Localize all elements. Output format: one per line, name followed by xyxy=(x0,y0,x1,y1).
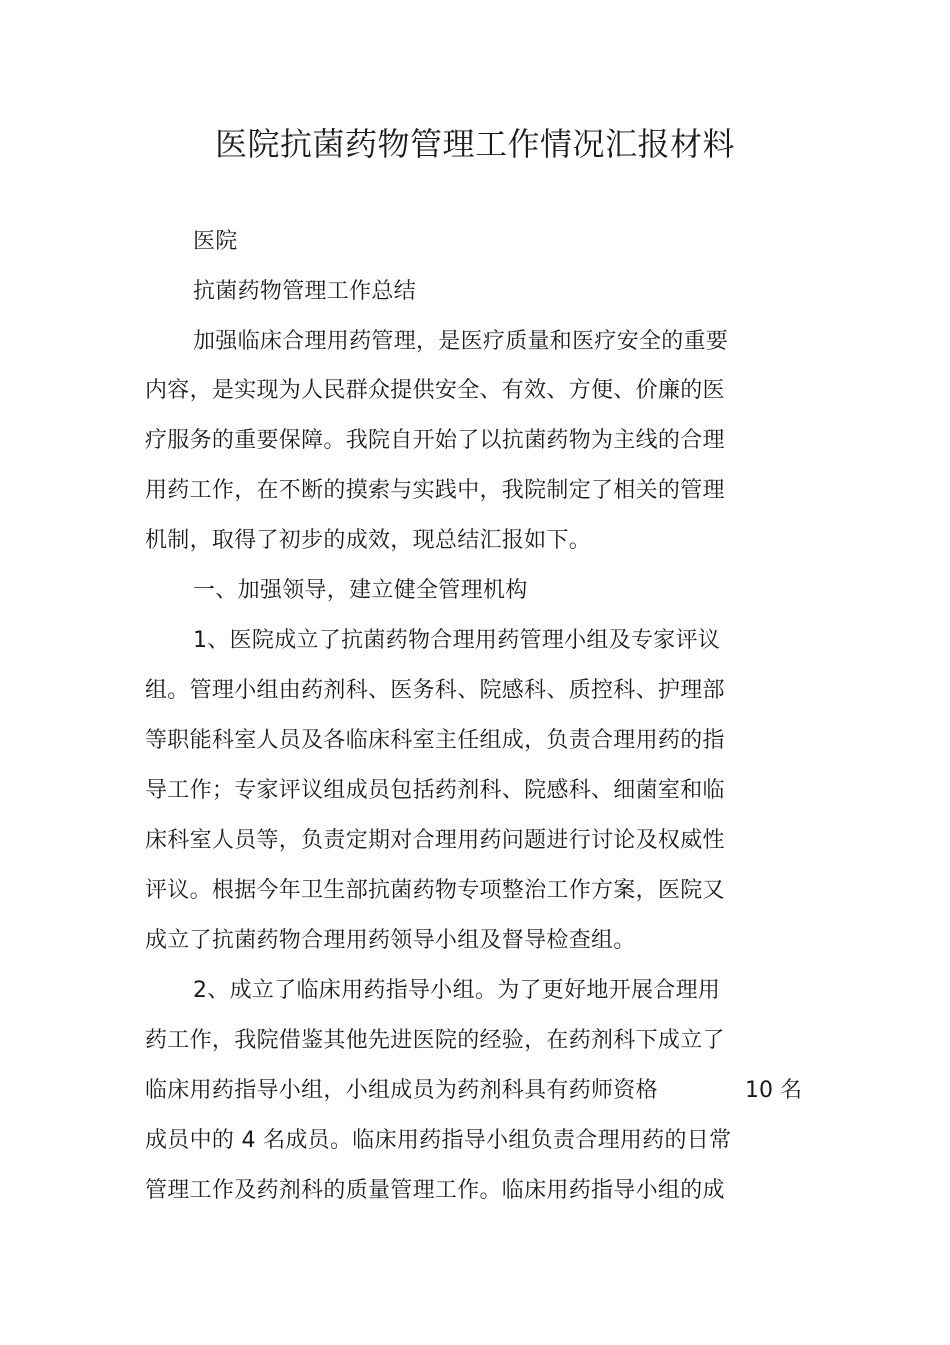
paragraph-line: 成员中的 4 名成员。临床用药指导小组负责合理用药的日常 xyxy=(145,1128,732,1153)
paragraph-line: 等职能科室人员及各临床科室主任组成，负责合理用药的指 xyxy=(145,728,725,753)
paragraph-line: 用药工作，在不断的摸索与实践中，我院制定了相关的管理 xyxy=(145,478,725,503)
paragraph-line: 医院 xyxy=(193,229,238,254)
paragraph-line: 管理工作及药剂科的质量管理工作。临床用药指导小组的成 xyxy=(145,1178,725,1203)
paragraph-line: 药工作，我院借鉴其他先进医院的经验，在药剂科下成立了 xyxy=(145,1028,725,1053)
paragraph-line-tail: 10 名 xyxy=(745,1078,802,1103)
paragraph-line: 床科室人员等，负责定期对合理用药问题进行讨论及权威性 xyxy=(145,828,725,853)
document-title: 医院抗菌药物管理工作情况汇报材料 xyxy=(214,125,735,163)
paragraph-line: 2、成立了临床用药指导小组。为了更好地开展合理用 xyxy=(193,978,721,1003)
paragraph-line: 成立了抗菌药物合理用药领导小组及督导检查组。 xyxy=(145,928,636,953)
paragraph-line: 组。管理小组由药剂科、医务科、院感科、质控科、护理部 xyxy=(145,678,725,703)
paragraph-line: 机制，取得了初步的成效，现总结汇报如下。 xyxy=(145,528,592,553)
paragraph-line: 临床用药指导小组，小组成员为药剂科具有药师资格 xyxy=(145,1078,658,1103)
paragraph-line: 内容，是实现为人民群众提供安全、有效、方便、价廉的医 xyxy=(145,378,725,403)
paragraph-line: 评议。根据今年卫生部抗菌药物专项整治工作方案，医院又 xyxy=(145,878,725,903)
paragraph-line: 抗菌药物管理工作总结 xyxy=(193,279,417,304)
paragraph-line: 加强临床合理用药管理，是医疗质量和医疗安全的重要 xyxy=(193,329,729,354)
paragraph-line: 疗服务的重要保障。我院自开始了以抗菌药物为主线的合理 xyxy=(145,428,725,453)
section-heading: 一、加强领导，建立健全管理机构 xyxy=(193,578,528,603)
paragraph-line: 1、医院成立了抗菌药物合理用药管理小组及专家评议 xyxy=(193,628,721,653)
paragraph-line: 导工作；专家评议组成员包括药剂科、院感科、细菌室和临 xyxy=(145,778,725,803)
